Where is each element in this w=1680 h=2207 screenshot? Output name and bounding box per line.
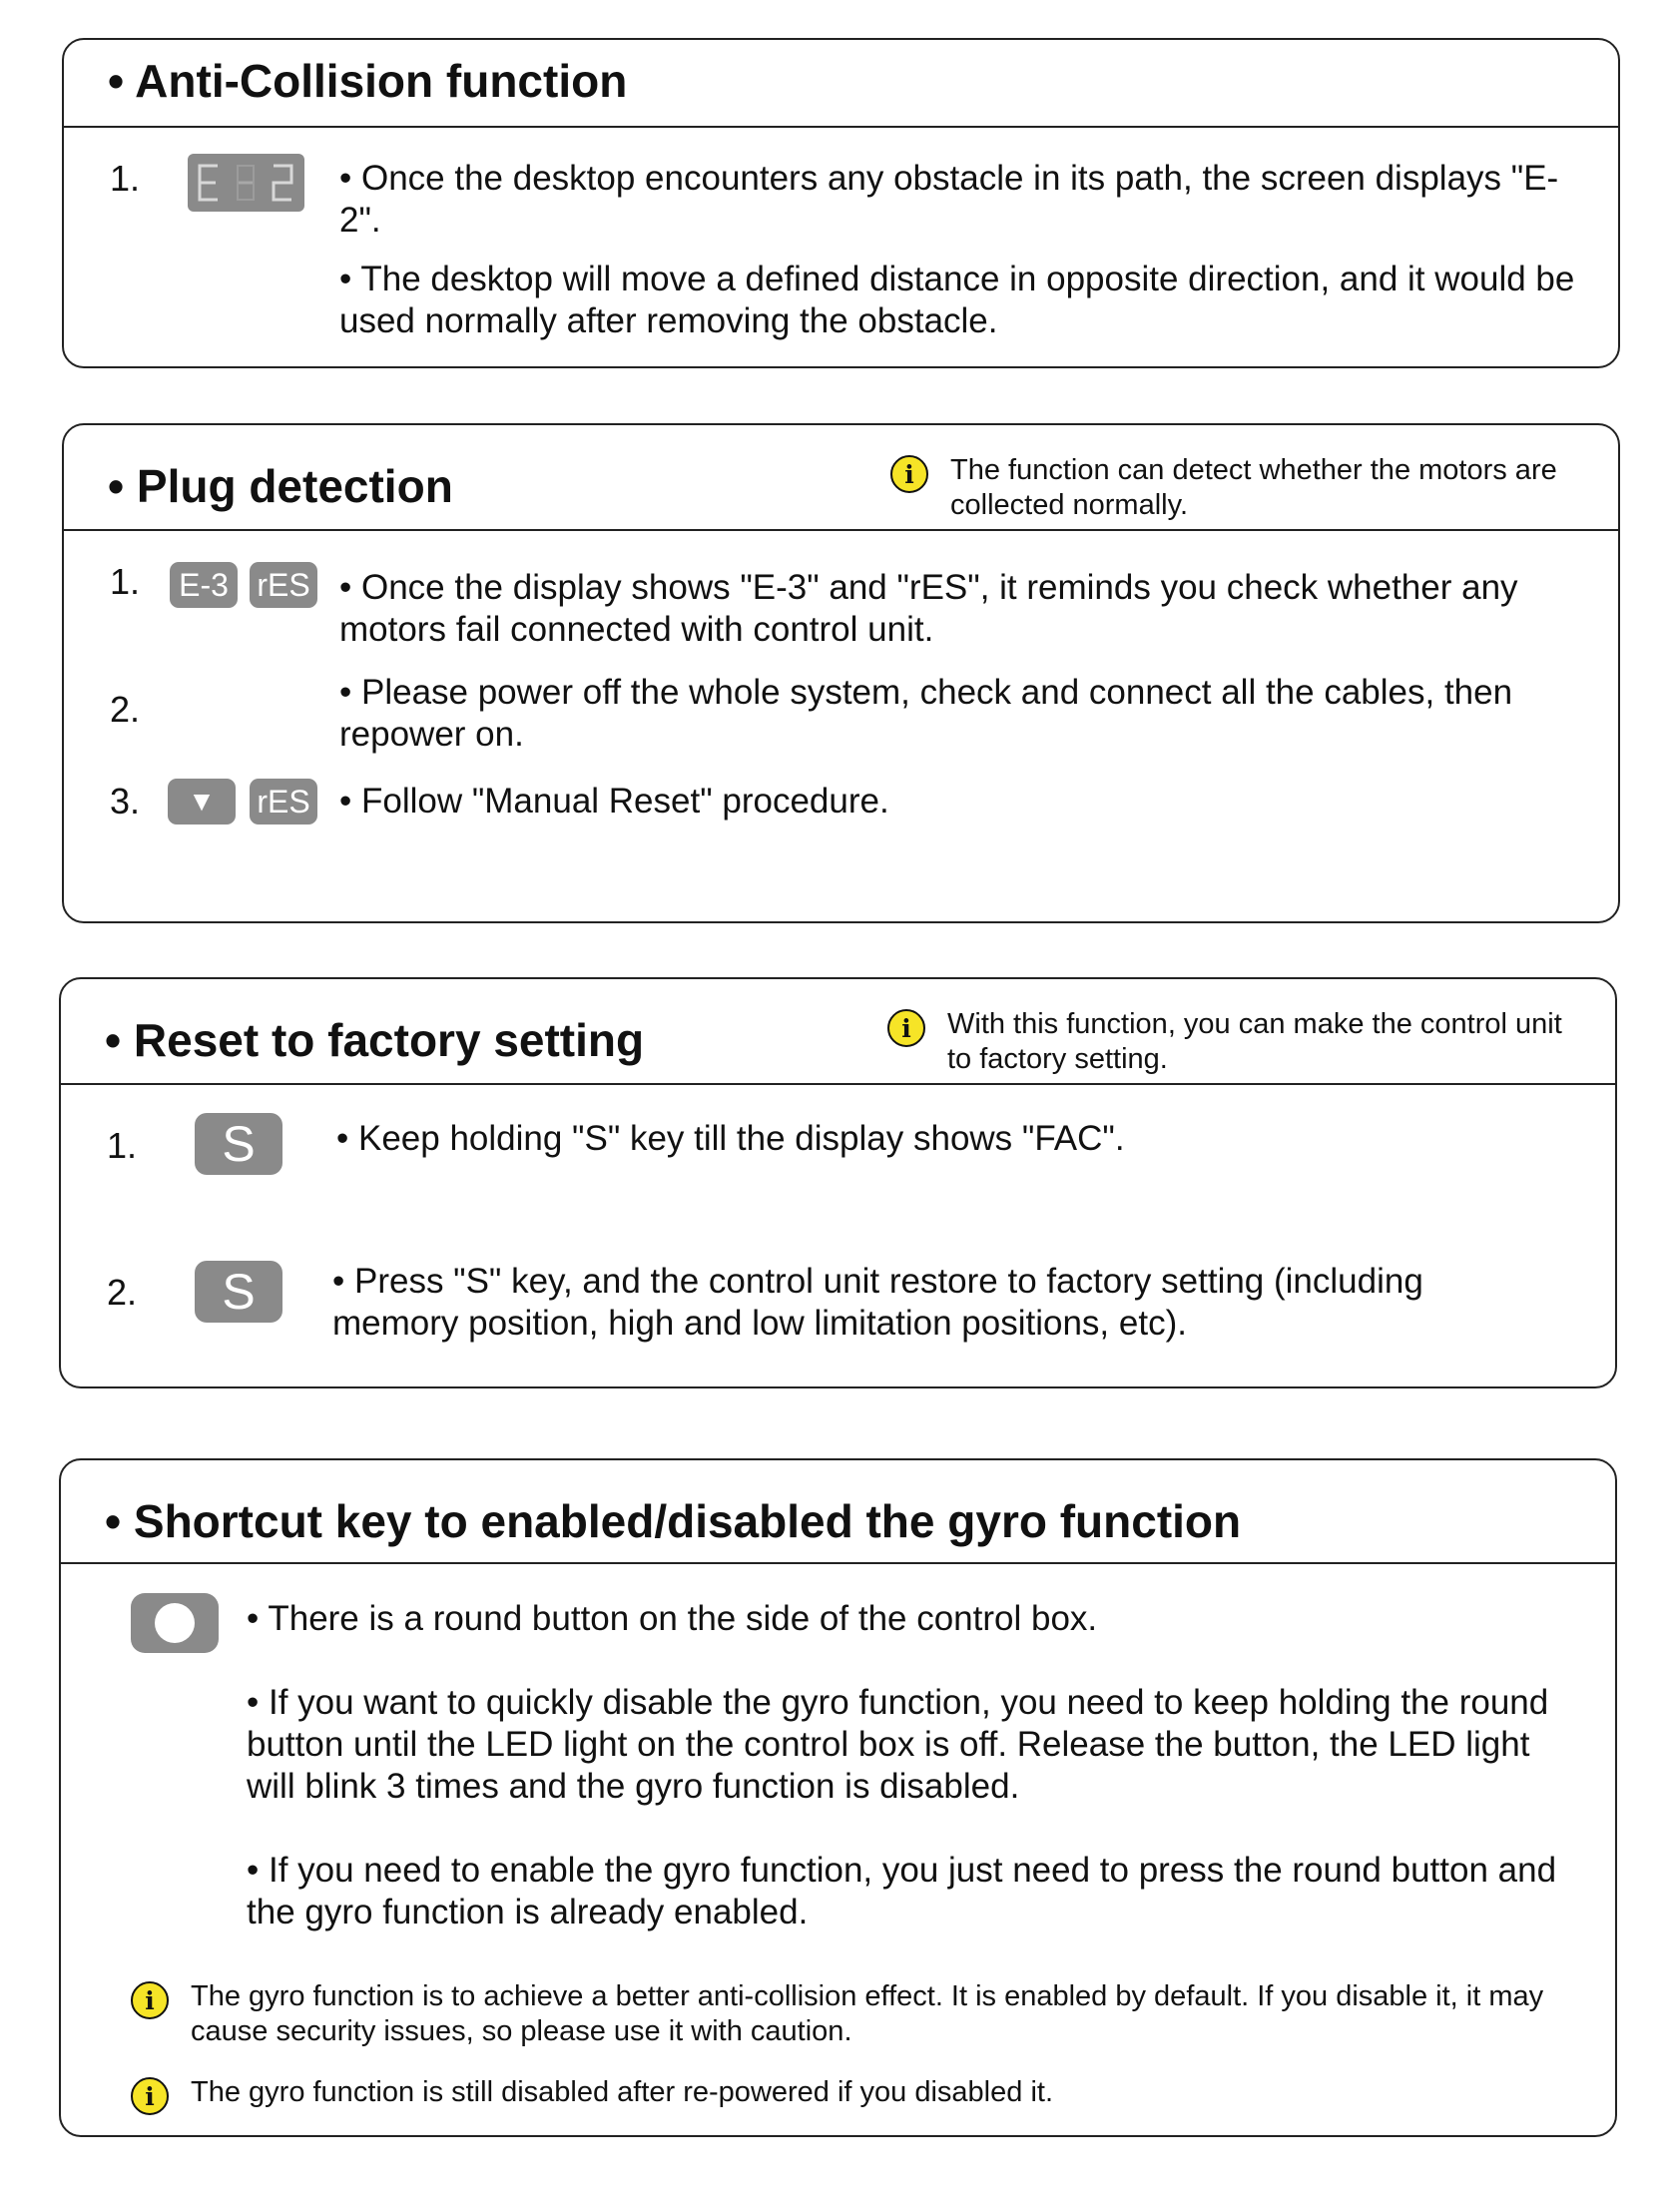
factory-reset-section (59, 977, 1617, 1388)
step-number: 3. (110, 781, 141, 822)
s-key-icon: S (195, 1113, 282, 1175)
plug-detection-note (890, 453, 1589, 523)
step-number: 1. (110, 158, 141, 199)
gyro-text-2: • If you want to quickly disable the gyro function, you need to keep holding the round button until the LED light on the control box is off. Release the button, the LED light will blink 3 times and the gyro function is disabled. (247, 1683, 1549, 1806)
factory-reset-note (887, 1007, 1586, 1077)
factory-reset-text-2: • Press "S" key, and the control unit restore to factory setting (including memory position, high and low limitation positions, etc). (332, 1262, 1423, 1343)
gyro-note-1-text: The gyro function is to achieve a better anti-collision effect. It is enabled by default. If you disable it, it may cause security issues, so please use it with caution. (191, 1980, 1544, 2047)
plug-detection-text-3: • Follow "Manual Reset" procedure. (339, 782, 889, 821)
info-icon: i (131, 1981, 169, 2019)
plug-detection-text-2: • Please power off the whole system, check and connect all the cables, then repower on. (339, 673, 1513, 754)
step-number: 2. (110, 689, 141, 730)
gyro-shortcut-section (59, 1458, 1617, 2137)
gyro-text-1: • There is a round button on the side of the control box. (247, 1599, 1098, 1638)
e3-display-icon: E-3 (170, 562, 238, 608)
gyro-shortcut-title: • Shortcut key to enabled/disabled the gyro function (105, 1495, 1242, 1547)
step-number: 1. (107, 1125, 138, 1166)
factory-reset-text-1: • Keep holding "S" key till the display shows "FAC". (336, 1119, 1125, 1158)
anti-collision-header (64, 40, 1618, 128)
plug-detection-section (62, 423, 1620, 923)
res-display-icon: rES (250, 562, 317, 608)
factory-reset-header (61, 979, 1615, 1085)
plug-detection-header (64, 425, 1618, 531)
gyro-note-1 (131, 1979, 1588, 2049)
anti-collision-text-2: • The desktop will move a defined distance in opposite direction, and it would be used normally after removing the obstacle. (339, 260, 1575, 340)
info-icon: i (890, 455, 928, 493)
gyro-shortcut-header (61, 1460, 1615, 1564)
down-arrow-key-icon: ▼ (168, 779, 236, 825)
anti-collision-text-1: • Once the desktop encounters any obstacle in its path, the screen displays "E-2". (339, 159, 1559, 240)
step-number: 2. (107, 1272, 138, 1313)
round-button-icon (131, 1593, 219, 1653)
gyro-note-2-text: The gyro function is still disabled after re-powered if you disabled it. (191, 2076, 1053, 2108)
e2-display-icon (188, 154, 304, 212)
s-key-icon: S (195, 1261, 282, 1323)
info-icon: i (131, 2077, 169, 2115)
info-icon: i (887, 1009, 925, 1047)
anti-collision-title: • Anti-Collision function (108, 55, 628, 107)
factory-reset-title: • Reset to factory setting (105, 1014, 645, 1066)
plug-detection-title: • Plug detection (108, 460, 453, 512)
plug-detection-text-1: • Once the display shows "E-3" and "rES", it reminds you check whether any motors fail connected with control unit. (339, 568, 1518, 649)
anti-collision-section (62, 38, 1620, 368)
plug-detection-note-text: The function can detect whether the motors are collected normally. (950, 454, 1557, 521)
step-number: 1. (110, 561, 141, 602)
gyro-note-2 (131, 2075, 1588, 2115)
factory-reset-note-text: With this function, you can make the control unit to factory setting. (947, 1008, 1562, 1075)
res-display-icon: rES (250, 779, 317, 825)
gyro-text-3: • If you need to enable the gyro function, you just need to press the round button and the gyro function is already enabled. (247, 1851, 1557, 1931)
